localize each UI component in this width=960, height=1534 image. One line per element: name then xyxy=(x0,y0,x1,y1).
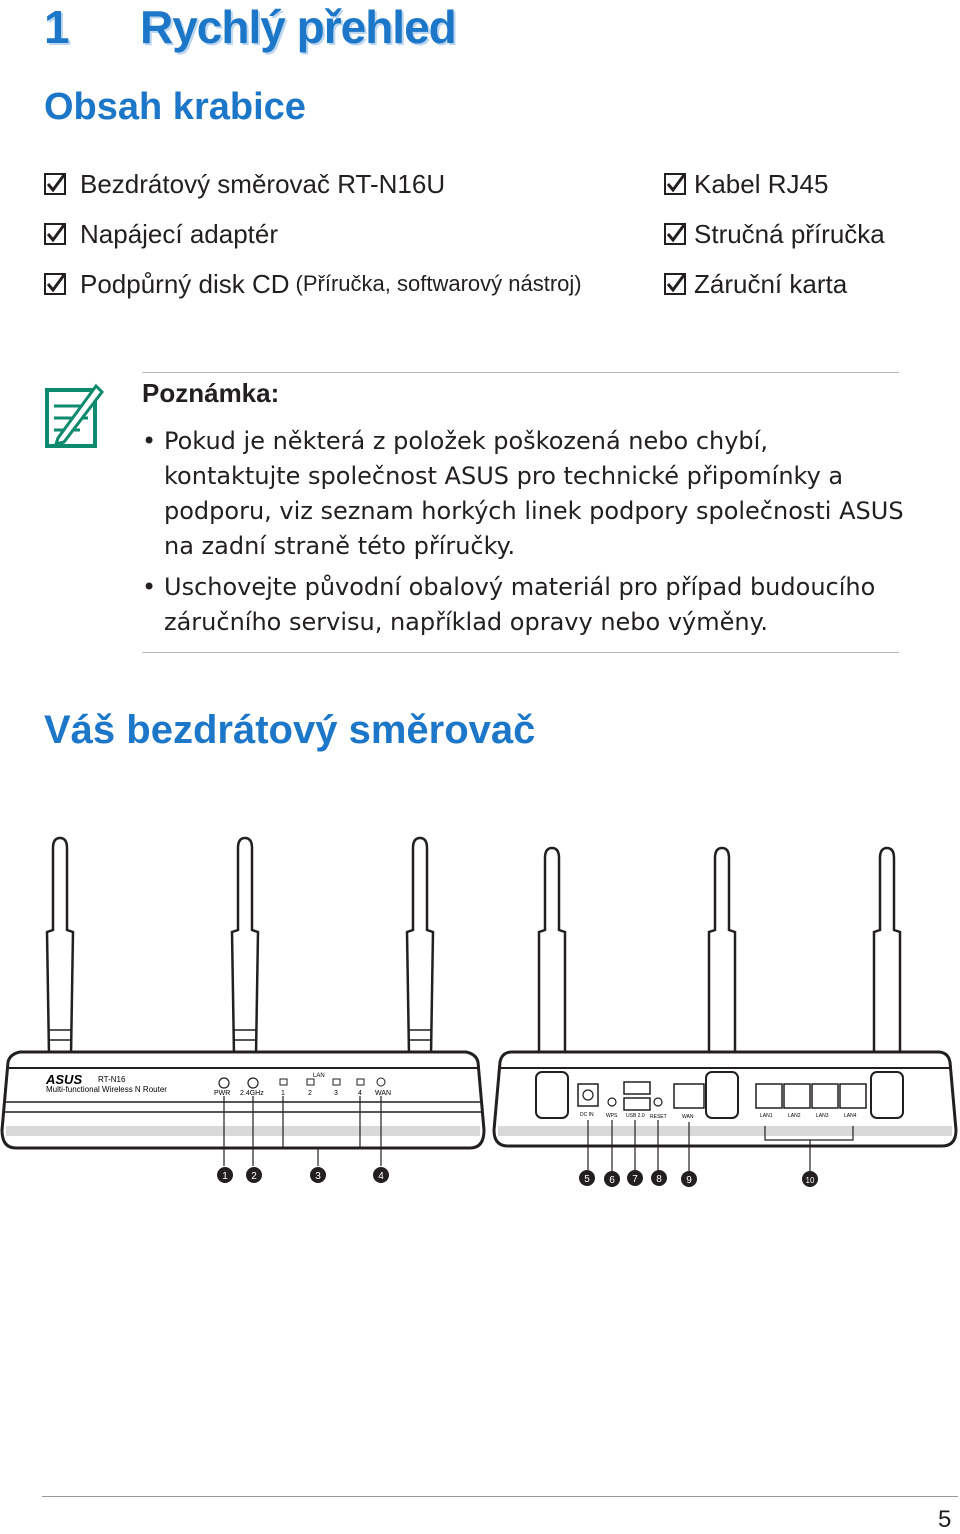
bullet-dot: • xyxy=(142,573,157,601)
port-label-lan2: LAN2 xyxy=(788,1113,801,1119)
callout-7-label: 7 xyxy=(632,1174,638,1185)
list-item xyxy=(664,266,885,302)
callout-2-label: 2 xyxy=(251,1171,257,1182)
callout-6-label: 6 xyxy=(609,1175,615,1186)
item-label: Podpůrný disk CD xyxy=(80,268,290,299)
checkbox-icon xyxy=(44,273,66,295)
note-top-divider xyxy=(142,372,899,373)
bullet-dot: • xyxy=(142,427,157,455)
lan4-port xyxy=(840,1084,866,1108)
note-pencil-icon xyxy=(44,380,104,450)
callout-3-label: 3 xyxy=(315,1171,321,1182)
note-bullet-list xyxy=(142,424,906,640)
led-label-lan4: 4 xyxy=(358,1090,362,1097)
front-brand: ASUS xyxy=(46,1072,83,1087)
antenna-group xyxy=(539,848,900,1070)
callout-4-label: 4 xyxy=(378,1171,384,1182)
port-label-lan1: LAN1 xyxy=(760,1113,773,1119)
list-item xyxy=(44,216,582,252)
chapter-number: 1 xyxy=(44,1,69,53)
list-item xyxy=(44,166,582,202)
note-bottom-divider xyxy=(142,652,899,653)
router-back-illustration xyxy=(492,840,958,1200)
lan2-port xyxy=(784,1084,810,1108)
item-label: Bezdrátový směrovač RT-N16U xyxy=(80,168,446,199)
note-title: Poznámka: xyxy=(142,378,280,408)
list-item xyxy=(142,570,906,640)
port-label-dc-in: DC IN xyxy=(580,1112,594,1118)
port-label-lan4: LAN4 xyxy=(844,1113,857,1119)
callout-1-label: 1 xyxy=(222,1171,228,1182)
front-model: RT-N16 xyxy=(98,1075,126,1084)
checkbox-icon xyxy=(44,223,66,245)
item-label: Kabel RJ45 xyxy=(694,168,829,199)
router-front-illustration xyxy=(0,830,486,1190)
led-label-lan3: 3 xyxy=(334,1090,338,1097)
port-label-wan: WAN xyxy=(682,1114,694,1120)
callout-10-label: 10 xyxy=(805,1176,815,1185)
checkbox-icon xyxy=(44,173,66,195)
led-label-pwr: PWR xyxy=(214,1090,231,1097)
wps-button xyxy=(608,1098,616,1106)
callout-9-label: 9 xyxy=(686,1175,692,1186)
usb-port-2 xyxy=(624,1098,650,1110)
port-label-lan3: LAN3 xyxy=(816,1113,829,1119)
lan2-led-icon xyxy=(307,1079,314,1085)
port-label-usb: USB 2.0 xyxy=(626,1113,645,1119)
usb-port-1 xyxy=(624,1082,650,1094)
chapter-title xyxy=(44,0,456,54)
box-contents-right-list xyxy=(664,166,885,302)
wan-led-icon xyxy=(377,1078,385,1086)
list-item xyxy=(664,216,885,252)
list-item xyxy=(44,266,582,302)
note-bullet-text: Pokud je některá z položek poškozená nebo chybí, kontaktujte společnost ASUS pro technické připomínky a podporu, viz seznam horkých linek podpory společnosti ASUS na zadní straně této příručky. xyxy=(164,427,904,560)
checkbox-icon xyxy=(664,223,686,245)
port-label-reset: RESET xyxy=(650,1114,667,1120)
lan3-led-icon xyxy=(333,1079,340,1085)
lan-group-label: LAN xyxy=(313,1073,325,1079)
page-number: 5 xyxy=(938,1506,952,1533)
wireless-led-icon xyxy=(248,1078,258,1088)
router-section-heading: Váš bezdrátový směrovač xyxy=(44,708,536,752)
callout-5-label: 5 xyxy=(584,1174,590,1185)
wan-port xyxy=(674,1084,704,1108)
checkbox-icon xyxy=(664,173,686,195)
front-subtitle: Multi-functional Wireless N Router xyxy=(46,1085,167,1094)
list-item xyxy=(664,166,885,202)
lan1-led-icon xyxy=(280,1079,287,1085)
port-label-wps: WPS xyxy=(606,1113,618,1119)
item-label: Záruční karta xyxy=(694,268,848,299)
lan1-port xyxy=(756,1084,782,1108)
antenna-group xyxy=(47,838,433,1055)
item-label: Napájecí adaptér xyxy=(80,218,279,249)
list-item xyxy=(142,424,906,564)
chapter-title-text: Rychlý přehled xyxy=(140,1,456,53)
lan3-port xyxy=(812,1084,838,1108)
box-contents-heading: Obsah krabice xyxy=(44,86,306,128)
led-label-lan1: 1 xyxy=(281,1090,285,1097)
lan4-led-icon xyxy=(357,1079,364,1085)
reset-button xyxy=(654,1098,662,1106)
led-label-lan2: 2 xyxy=(308,1090,312,1097)
led-label-wan: WAN xyxy=(375,1090,392,1097)
note-bullet-text: Uschovejte původní obalový materiál pro případ budoucího záručního servisu, například opravy nebo výměny. xyxy=(164,573,876,636)
led-label-24ghz: 2.4GHz xyxy=(240,1090,264,1097)
footer-divider xyxy=(42,1496,958,1497)
callout-8-label: 8 xyxy=(656,1174,662,1185)
checkbox-icon xyxy=(664,273,686,295)
power-led-icon xyxy=(219,1078,229,1088)
box-contents-left-list xyxy=(44,166,582,302)
item-sub-label: (Příručka, softwarový nástroj) xyxy=(295,271,582,296)
item-label: Stručná příručka xyxy=(694,218,885,249)
